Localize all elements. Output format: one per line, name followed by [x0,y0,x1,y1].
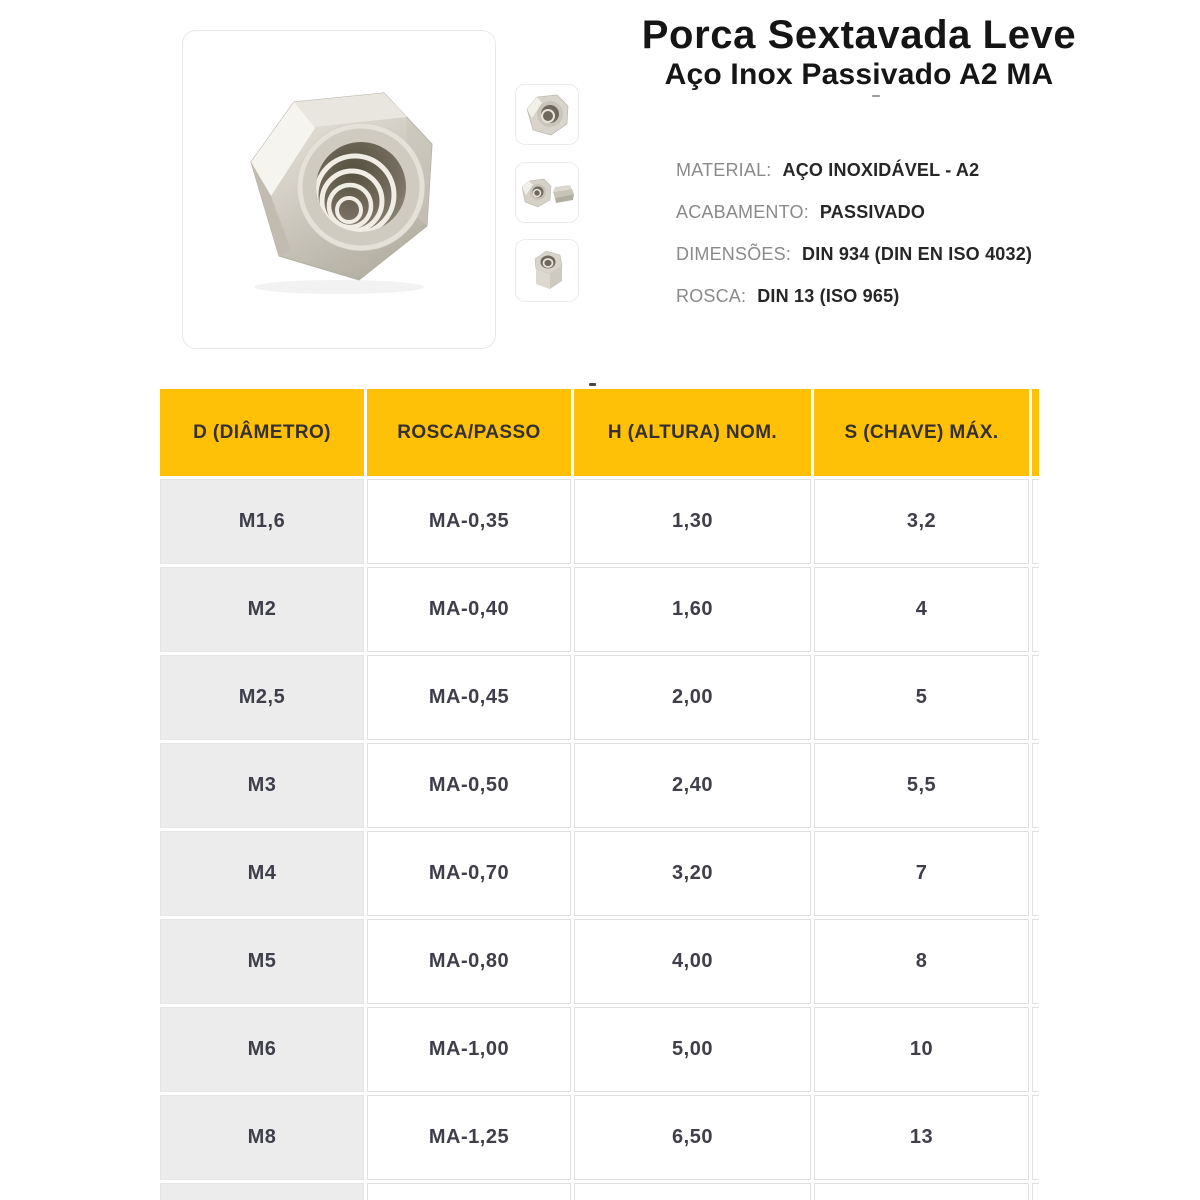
spec-value: PASSIVADO [819,202,926,222]
dimensions-table-section [157,386,1039,1200]
table-row [160,1095,1039,1180]
product-title: Porca Sextavada Leve [641,13,1077,57]
table-cell-clipped [1032,919,1039,1004]
table-cell: M8 [160,1095,364,1180]
spec-label: ACABAMENTO: [676,202,809,222]
table-cell-clipped [1032,655,1039,740]
table-cell [814,1183,1029,1200]
table-cell: M5 [160,919,364,1004]
table-cell: MA-0,35 [367,479,571,564]
table-cell: 2,00 [574,655,811,740]
spec-row-rosca [676,275,1032,317]
thumbnail-nut-pair[interactable] [515,162,579,223]
thumbnail-nut-front[interactable] [515,84,579,145]
spec-value: DIN 934 (DIN EN ISO 4032) [802,244,1033,264]
product-main-image[interactable] [182,30,496,349]
hex-nut-front-icon [524,92,571,137]
table-cell: M6 [160,1007,364,1092]
table-header-cell: H (ALTURA) NOM. [574,389,811,476]
spec-value: AÇO INOXIDÁVEL - A2 [782,160,980,180]
table-cell: 1,30 [574,479,811,564]
table-row [160,655,1039,740]
table-cell: 8 [814,919,1029,1004]
table-cell: M3 [160,743,364,828]
table-header-cell: D (DIÂMETRO) [160,389,364,476]
table-cell [574,1183,811,1200]
table-cell: M2 [160,567,364,652]
table-cell [367,1183,571,1200]
table-cell: MA-1,00 [367,1007,571,1092]
table-row [160,919,1039,1004]
table-cell: M1,6 [160,479,364,564]
table-cell-clipped [1032,567,1039,652]
table-cell: 4 [814,567,1029,652]
table-cell: MA-0,45 [367,655,571,740]
table-cell: 3,2 [814,479,1029,564]
table-cell-clipped [1032,1095,1039,1180]
table-header-cell-clipped [1032,389,1039,476]
table-cell: 7 [814,831,1029,916]
table-cell: 10 [814,1007,1029,1092]
table-cell: MA-0,70 [367,831,571,916]
table-cell: M4 [160,831,364,916]
product-subtitle: Aço Inox Passivado A2 MA [664,58,1054,92]
table-row [160,831,1039,916]
spec-row-dimensoes [676,233,1032,275]
table-cell-clipped [1032,479,1039,564]
table-cell: 5,00 [574,1007,811,1092]
hex-nut-standing-icon [526,247,568,295]
spec-row-acabamento [676,191,1032,233]
table-cell-clipped [1032,1183,1039,1200]
table-cell: 2,40 [574,743,811,828]
table-row [160,567,1039,652]
table-cell-clipped [1032,1007,1039,1092]
spec-list [676,149,1032,317]
table-header-cell: S (CHAVE) MÁX. [814,389,1029,476]
spec-row-material [676,149,1032,191]
table-header-row [160,389,1039,476]
table-header-cell: ROSCA/PASSO [367,389,571,476]
table-cell: MA-0,40 [367,567,571,652]
table-row [160,1007,1039,1092]
table-cell: 5 [814,655,1029,740]
hex-nut-photo-icon [239,84,439,296]
table-cell: 1,60 [574,567,811,652]
table-row-clipped [160,1183,1039,1200]
table-cell: M2,5 [160,655,364,740]
table-cell [160,1183,364,1200]
table-row [160,479,1039,564]
table-cell: MA-0,80 [367,919,571,1004]
artifact-dash-subtitle [872,95,880,97]
thumbnail-nut-standing[interactable] [515,239,579,302]
spec-label: DIMENSÕES: [676,244,792,264]
table-cell: 6,50 [574,1095,811,1180]
spec-label: MATERIAL: [676,160,772,180]
table-cell-clipped [1032,743,1039,828]
spec-label: ROSCA: [676,286,747,306]
table-cell-clipped [1032,831,1039,916]
dimensions-table [157,386,1039,1200]
table-cell: MA-0,50 [367,743,571,828]
table-row [160,743,1039,828]
table-cell: MA-1,25 [367,1095,571,1180]
table-cell: 3,20 [574,831,811,916]
hex-nut-pair-icon [519,173,575,213]
table-cell: 13 [814,1095,1029,1180]
spec-value: DIN 13 (ISO 965) [757,286,900,306]
table-cell: 5,5 [814,743,1029,828]
table-cell: 4,00 [574,919,811,1004]
